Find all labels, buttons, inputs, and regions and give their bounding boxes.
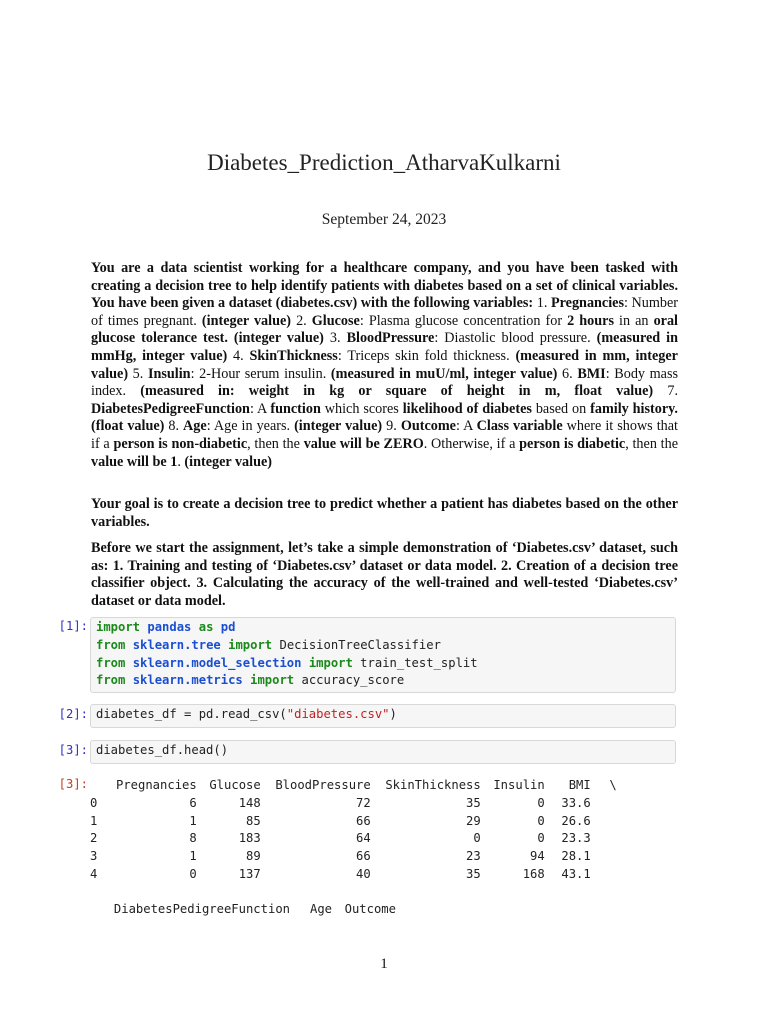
table-cell: 29 (466, 813, 481, 828)
intro-run: 1. (533, 295, 551, 312)
intro-run: 6. (557, 365, 578, 382)
column-header: \ (609, 778, 617, 792)
table-cell: 1 (90, 813, 98, 828)
intro-run: 3. (323, 330, 347, 347)
intro-run: function (270, 400, 321, 417)
intro-run: in an (613, 312, 654, 329)
intro-run: Pregnancies (550, 295, 624, 312)
table-cell (591, 830, 617, 848)
code-token: sklearn.tree (132, 637, 221, 652)
table-cell: 40 (356, 866, 371, 881)
document-title: Diabetes_Prediction_AtharvaKulkarni (207, 150, 561, 175)
code-line (96, 655, 670, 673)
intro-run: Class variable (476, 418, 563, 435)
table-row (90, 795, 617, 813)
intro-run: (integer value) (184, 453, 273, 470)
table-cell: 0 (473, 831, 481, 846)
code-token (125, 656, 132, 670)
code-token: from (96, 673, 126, 688)
intro-run: Insulin (147, 365, 191, 382)
table-row (90, 813, 617, 831)
table-cell: 0 (537, 795, 545, 810)
code-token: diabetes_df = pd.read_csv( (96, 707, 287, 721)
table-cell (591, 813, 617, 831)
intro-run: You are a data scientist working for a healthcare company, and you have been tasked with creating a decision tree to help identify patients with diabetes based on a set of clinical variables. You have been given a dataset (diabetes.csv) with the following variables: (91, 260, 678, 312)
table-cell (591, 795, 617, 813)
table-cell: 35 (466, 866, 481, 881)
intro-run: (measured in mm, integer value) (91, 347, 678, 382)
intro-run: : A (455, 418, 477, 435)
intro-run: , then the (247, 435, 304, 452)
intro-run: Age (183, 418, 207, 435)
table-cell: 0 (537, 831, 545, 846)
code-cell-3[interactable] (90, 740, 676, 764)
code-token: "diabetes.csv" (286, 707, 390, 721)
intro-run: family history. (float value) (91, 400, 678, 435)
intro-run: where it shows that if a (91, 418, 678, 452)
code-token: DecisionTreeClassifier (272, 637, 441, 652)
table-cell: 4 (90, 866, 98, 881)
code-line (96, 706, 670, 724)
code-token (301, 656, 308, 670)
cell-1-prompt: [1]: (58, 619, 88, 633)
cell-3-prompt: [3]: (58, 743, 88, 757)
cell-2-prompt: [2]: (58, 707, 88, 721)
code-cell-2[interactable] (90, 704, 676, 728)
column-header: Insulin (493, 778, 545, 792)
code-token: pd (220, 620, 236, 634)
intro-run: : Diastolic blood pressure. (434, 330, 597, 347)
code-token: import (308, 655, 353, 670)
intro-run: Outcome (400, 418, 456, 435)
table-cell: 64 (356, 831, 371, 846)
table-cell: 26.6 (561, 813, 591, 828)
goal-text: Your goal is to create a decision tree to predict whether a patient has diabetes based on the other variables. (91, 496, 678, 530)
table-cell: 3 (90, 849, 98, 864)
code-token: diabetes_df.head() (96, 743, 229, 757)
intro-run: : Triceps skin fold thickness. (337, 347, 516, 364)
intro-run: DiabetesPedigreeFunction (91, 400, 250, 417)
table-cell: 94 (530, 849, 545, 864)
table-cell (591, 848, 617, 866)
code-token: from (96, 637, 126, 652)
dataframe-table-continued (90, 901, 396, 919)
intro-run: 7. (653, 383, 679, 400)
code-token (191, 620, 198, 634)
intro-run: (measured in muU/ml, integer value) (330, 365, 558, 382)
code-token (221, 638, 228, 652)
intro-run: 4. (227, 347, 250, 364)
column-header: Outcome (344, 901, 396, 916)
column-header: Pregnancies (116, 778, 197, 792)
intro-run: which scores (320, 400, 403, 417)
table-cell: 85 (246, 813, 261, 828)
code-token: import (96, 620, 141, 634)
intro-run: 8. (164, 418, 184, 435)
intro-run: BloodPressure (346, 330, 435, 347)
intro-run: . (177, 453, 185, 470)
table-cell: 6 (189, 795, 197, 810)
intro-run: oral glucose tolerance test. (integer value) (91, 312, 678, 347)
table-cell: 66 (356, 813, 371, 828)
intro-run: (measured in: weight in kg or square of height in m, float value) (140, 383, 654, 400)
table-cell: 1 (189, 849, 197, 864)
table-cell: 66 (356, 849, 371, 864)
code-token (213, 620, 220, 634)
intro-run: : Plasma glucose concentration for (359, 312, 568, 329)
table-cell: 33.6 (561, 795, 591, 810)
table-header-row (90, 777, 617, 795)
code-token (125, 673, 132, 687)
table-cell: 0 (189, 866, 197, 881)
intro-run: : 2-Hour serum insulin. (190, 365, 331, 382)
intro-run: : Body mass index. (91, 365, 679, 400)
code-token: sklearn.model_selection (132, 655, 302, 670)
intro-run: person is diabetic (519, 435, 626, 452)
table-cell (591, 866, 617, 884)
column-header: BloodPressure (275, 778, 371, 792)
column-header (90, 777, 116, 795)
table-cell: 72 (356, 795, 371, 810)
table-cell: 0 (90, 795, 98, 810)
intro-run: (measured in mmHg, integer value) (91, 330, 679, 364)
intro-run: : A (249, 400, 271, 417)
table-row (90, 848, 617, 866)
intro-run: person is non-diabetic (113, 435, 248, 452)
page-number: 1 (380, 956, 388, 972)
intro-run: value will be ZERO (303, 435, 424, 452)
code-token: as (198, 620, 214, 634)
table-cell: 89 (246, 849, 261, 864)
table-cell: 8 (189, 831, 197, 846)
code-token: accuracy_score (294, 673, 405, 688)
table-cell: 168 (522, 866, 545, 881)
dataframe-output (90, 777, 676, 919)
column-header: Age (309, 901, 332, 916)
intro-run: , then the (625, 435, 679, 452)
intro-run: 9. (382, 418, 401, 435)
table-row (90, 830, 617, 848)
code-line (96, 637, 670, 655)
table-cell: 0 (537, 813, 545, 828)
intro-run: based on (531, 400, 591, 417)
table-row (90, 866, 617, 884)
table-header-row (90, 901, 396, 919)
code-cell-1[interactable] (90, 617, 676, 693)
table-cell: 23 (466, 849, 481, 864)
intro-paragraph (91, 260, 678, 471)
code-token: from (96, 655, 126, 670)
intro-run: BMI (577, 365, 606, 382)
code-token: train_test_split (352, 655, 478, 670)
intro-run: (integer value) (294, 418, 383, 435)
goal-paragraph (91, 496, 678, 531)
intro-run: : Number of times pregnant. (91, 295, 678, 329)
intro-run: SkinThickness (249, 347, 338, 364)
intro-run: 5. (128, 365, 148, 382)
code-line (96, 619, 670, 637)
intro-run: : Age in years. (206, 418, 295, 435)
code-token: import (228, 637, 273, 652)
code-line (96, 672, 670, 690)
intro-run: (integer value) (201, 312, 292, 329)
table-cell: 137 (238, 866, 261, 881)
column-header: DiabetesPedigreeFunction (113, 901, 290, 916)
table-cell: 35 (466, 795, 481, 810)
table-cell: 23.3 (561, 831, 591, 846)
intro-run: value will be 1 (91, 453, 178, 470)
table-cell: 2 (90, 831, 98, 846)
table-cell: 28.1 (561, 849, 591, 864)
dataframe-table (90, 777, 617, 884)
column-header: BMI (568, 778, 591, 792)
table-cell: 1 (189, 813, 197, 828)
demo-text: Before we start the assignment, let’s take a simple demonstration of ‘Diabetes.csv’ dataset, such as: 1. Training and testing of ‘Diabetes.csv’ dataset or data model. 2. Creation of a decision tree classifier object. 3. Calculating the accuracy of the well-trained and well-tested ‘Diabetes.csv’ dataset or data model. (91, 540, 678, 609)
column-header: Glucose (209, 778, 261, 792)
intro-run: likelihood of diabetes (402, 400, 532, 417)
intro-run: Glucose (311, 312, 360, 329)
intro-run: 2 hours (567, 312, 614, 329)
table-cell: 148 (238, 795, 261, 810)
demo-paragraph (91, 540, 678, 610)
code-token: sklearn.metrics (132, 673, 243, 688)
code-line (96, 742, 670, 760)
code-token (125, 638, 132, 652)
intro-run: 2. (291, 312, 312, 329)
document-date: September 24, 2023 (321, 211, 447, 228)
code-token: import (250, 673, 295, 688)
table-cell: 43.1 (561, 866, 591, 881)
code-token: pandas (147, 620, 192, 634)
column-header: SkinThickness (385, 778, 481, 792)
output-3-prompt: [3]: (58, 777, 88, 791)
code-token (243, 673, 250, 687)
code-token: ) (389, 707, 397, 721)
intro-run: . Otherwise, if a (423, 435, 520, 452)
table-cell: 183 (238, 831, 261, 846)
